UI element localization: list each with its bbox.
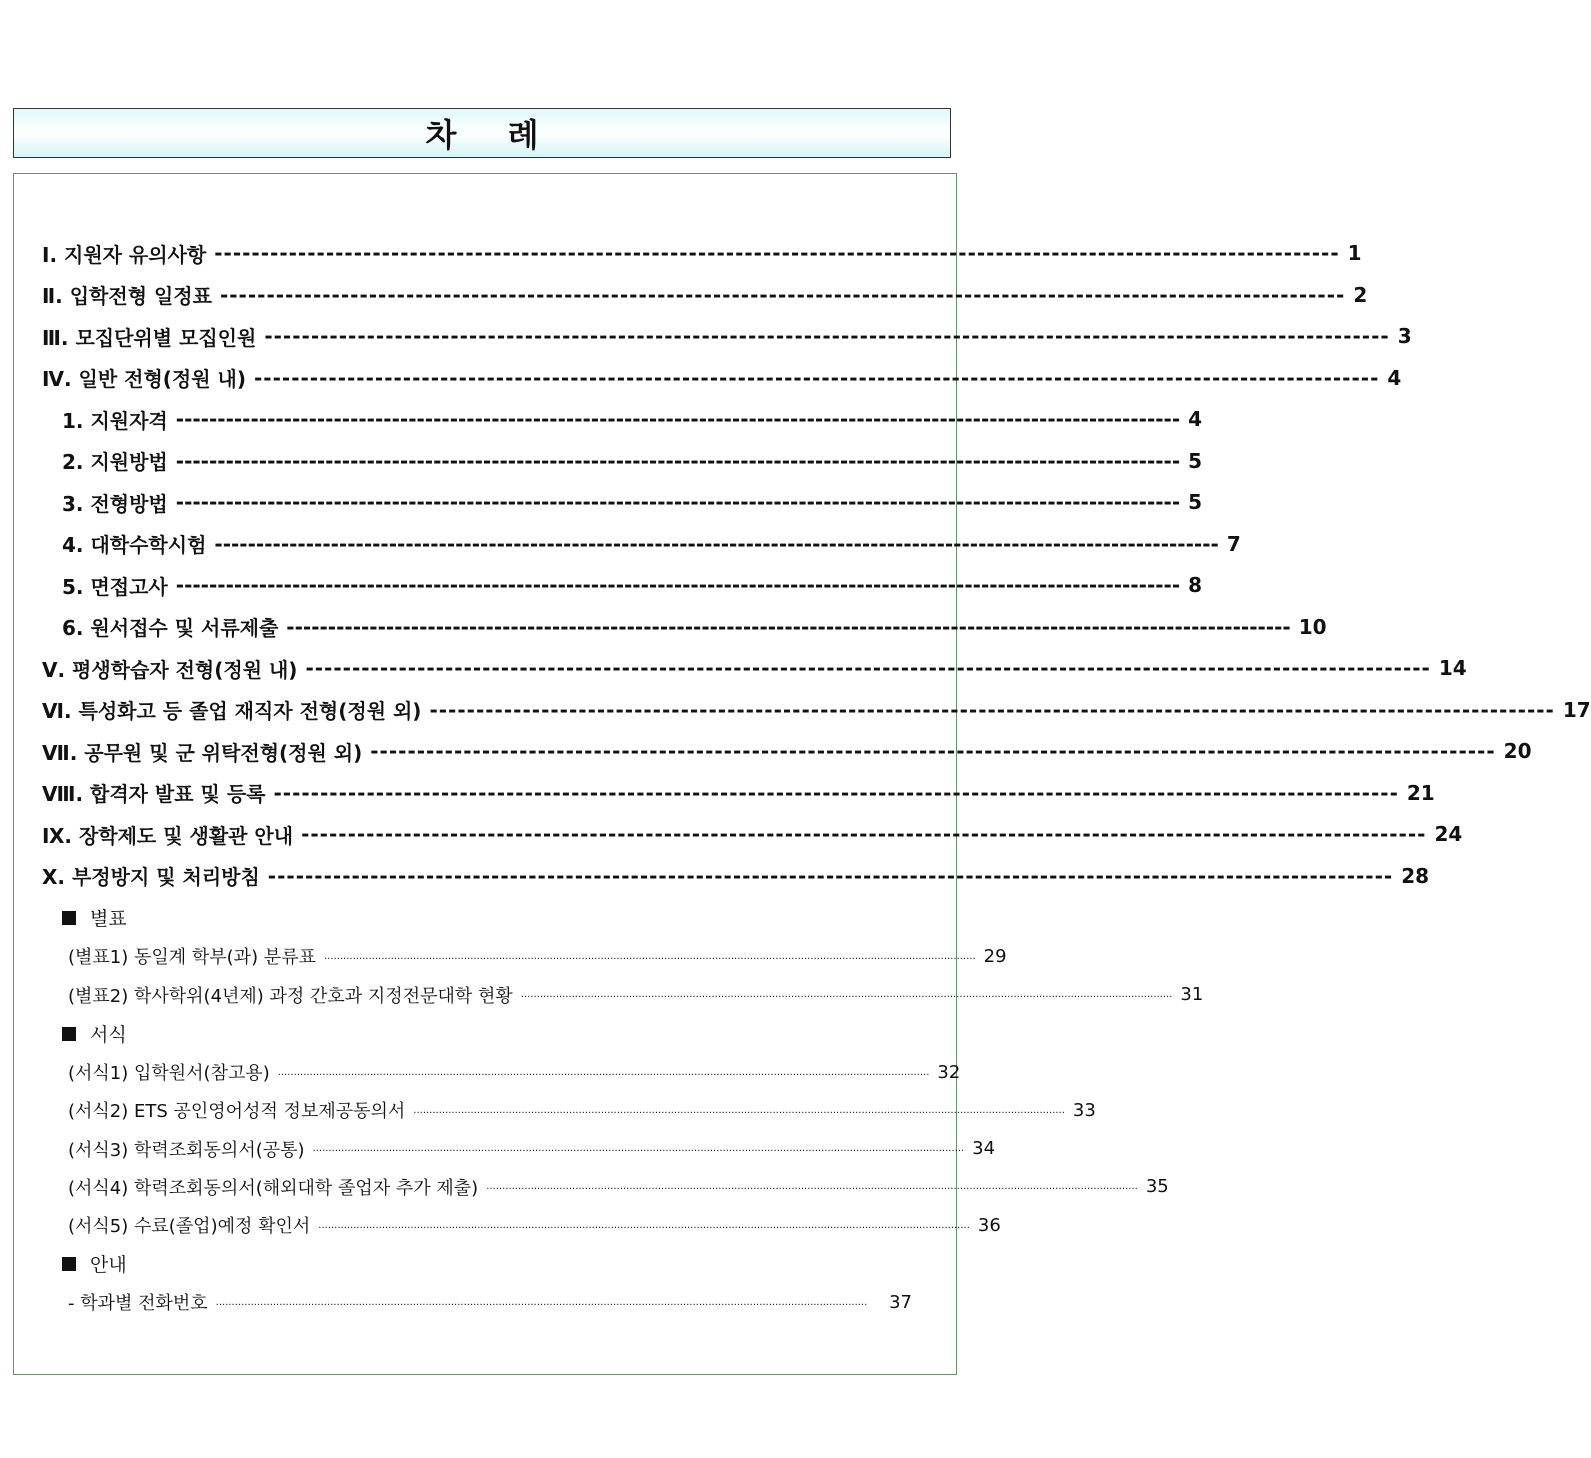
toc-page-number: 34 bbox=[972, 1138, 996, 1160]
toc-page-number: 24 bbox=[1434, 822, 1463, 846]
toc-leader: ------------------------------------------------------------------------------------------------------------------------- bbox=[273, 780, 1399, 805]
toc-entry-label: Ⅲ. 모집단위별 모집인원 bbox=[42, 325, 257, 350]
toc-leader: ------------------------------------------------------------------------------------------------------------------------- bbox=[253, 365, 1380, 390]
toc-entry-label: 4. 대학수학시험 bbox=[62, 533, 207, 557]
toc-leader: ............................................................................................................................................................................................................. bbox=[312, 1143, 965, 1155]
toc-leader: ............................................................................................................................................................................................................. bbox=[520, 989, 1173, 1000]
toc-sub-entry[interactable] bbox=[62, 570, 1203, 600]
toc-leader: ------------------------------------------------------------------------------------------------------------------------- bbox=[429, 697, 1555, 722]
toc-table-entry[interactable] bbox=[68, 981, 1204, 1009]
toc-entry-label: 6. 원서접수 및 서류제출 bbox=[62, 616, 279, 640]
toc-main-entry[interactable] bbox=[42, 736, 1532, 766]
toc-main-entry[interactable] bbox=[42, 653, 1467, 683]
toc-page-number: 37 bbox=[889, 1291, 912, 1313]
toc-sub-entry[interactable] bbox=[62, 529, 1241, 559]
toc-entry-label: (서식1) 입학원서(참고용) bbox=[68, 1063, 270, 1084]
toc-leader: ............................................................................................................................................................................................................. bbox=[215, 1296, 868, 1308]
toc-main-entry[interactable] bbox=[42, 363, 1402, 393]
toc-main-entry[interactable] bbox=[42, 321, 1412, 351]
toc-sub-entry[interactable] bbox=[62, 612, 1327, 642]
toc-leader: ------------------------------------------------------------------------------------------------------------------------- bbox=[286, 614, 1291, 639]
section-heading-label: 안내 bbox=[90, 1254, 127, 1276]
toc-page-number: 5 bbox=[1188, 490, 1203, 514]
toc-leader: ............................................................................................................................................................................................................. bbox=[323, 950, 976, 962]
toc-sub-entry[interactable] bbox=[62, 487, 1203, 517]
toc-leader: ............................................................................................................................................................................................................. bbox=[413, 1104, 1065, 1116]
toc-main-entry[interactable] bbox=[42, 861, 1430, 891]
toc-entry-label: - 학과별 전화번호 bbox=[68, 1293, 208, 1314]
toc-entry-label: Ⅸ. 장학제도 및 생활관 안내 bbox=[42, 823, 294, 848]
toc-entry-label: Ⅷ. 합격자 발표 및 등록 bbox=[42, 782, 266, 806]
toc-entry-label: 2. 지원방법 bbox=[62, 450, 168, 474]
toc-page-number: 2 bbox=[1353, 282, 1368, 307]
toc-leader: ............................................................................................................................................................................................................. bbox=[486, 1181, 1138, 1193]
toc-leader: ------------------------------------------------------------------------------------------------------------------------- bbox=[214, 531, 1219, 556]
toc-title-bar bbox=[13, 108, 951, 158]
toc-page-number: 5 bbox=[1188, 448, 1203, 473]
toc-entry-label: Ⅵ. 특성화고 등 졸업 재직자 전형(정원 외) bbox=[42, 699, 422, 723]
toc-leader: ------------------------------------------------------------------------------------------------------------------------- bbox=[219, 282, 1346, 307]
toc-leader: ------------------------------------------------------------------------------------------------------------------------- bbox=[175, 573, 1181, 597]
toc-sub-entry[interactable] bbox=[62, 404, 1203, 434]
toc-page-number: 31 bbox=[1180, 984, 1204, 1005]
toc-table-entry[interactable] bbox=[68, 942, 1007, 970]
toc-entry-label: (서식4) 학력조회동의서(해외대학 졸업자 추가 제출) bbox=[68, 1177, 479, 1199]
toc-entry-label: 1. 지원자격 bbox=[62, 408, 168, 433]
toc-main-entry[interactable] bbox=[42, 280, 1368, 310]
toc-page-number: 28 bbox=[1401, 863, 1430, 888]
toc-page-number: 4 bbox=[1188, 407, 1203, 431]
toc-page-number: 4 bbox=[1387, 365, 1402, 390]
toc-leader: ............................................................................................................................................................................................................. bbox=[318, 1219, 970, 1231]
section-heading-label: 서식 bbox=[90, 1024, 127, 1046]
toc-page-number: 20 bbox=[1503, 739, 1532, 763]
toc-entry-label: (서식3) 학력조회동의서(공통) bbox=[68, 1139, 305, 1161]
toc-page-number: 35 bbox=[1145, 1176, 1169, 1198]
toc-leader: ------------------------------------------------------------------------------------------------------------------------- bbox=[214, 241, 1340, 265]
toc-page-number: 36 bbox=[977, 1214, 1001, 1236]
toc-entry-label: (서식5) 수료(졸업)예정 확인서 bbox=[68, 1216, 311, 1238]
toc-page-number: 1 bbox=[1347, 241, 1362, 265]
section-guide-heading bbox=[62, 1250, 127, 1277]
toc-entry-label: Ⅴ. 평생학습자 전형(정원 내) bbox=[42, 657, 298, 682]
section-tables-heading bbox=[62, 904, 127, 931]
toc-page-number: 8 bbox=[1188, 573, 1203, 597]
toc-sub-entry[interactable] bbox=[62, 446, 1203, 476]
section-forms-heading bbox=[62, 1020, 127, 1047]
toc-entry-label: (별표2) 학사학위(4년제) 과정 간호과 지정전문대학 현황 bbox=[68, 985, 513, 1007]
toc-leader: ------------------------------------------------------------------------------------------------------------------------- bbox=[175, 490, 1181, 514]
square-bullet-icon bbox=[62, 1257, 76, 1271]
square-bullet-icon bbox=[62, 911, 76, 925]
toc-leader: ------------------------------------------------------------------------------------------------------------------------- bbox=[267, 863, 1394, 888]
toc-page-number: 3 bbox=[1397, 324, 1412, 348]
toc-leader: ------------------------------------------------------------------------------------------------------------------------- bbox=[175, 407, 1181, 431]
toc-page-number: 33 bbox=[1072, 1099, 1096, 1121]
toc-entry-label: Ⅳ. 일반 전형(정원 내) bbox=[42, 367, 246, 391]
toc-entry-label: Ⅶ. 공무원 및 군 위탁전형(정원 외) bbox=[42, 740, 363, 765]
toc-entry-label: Ⅹ. 부정방지 및 처리방침 bbox=[42, 865, 260, 889]
toc-leader: ------------------------------------------------------------------------------------------------------------------------- bbox=[264, 324, 1390, 348]
toc-leader: ------------------------------------------------------------------------------------------------------------------------- bbox=[370, 739, 1496, 763]
toc-page-number: 21 bbox=[1406, 780, 1435, 805]
toc-page-number: 7 bbox=[1226, 531, 1241, 556]
toc-form-entry[interactable] bbox=[68, 1135, 996, 1163]
toc-main-entry[interactable] bbox=[42, 819, 1463, 849]
toc-main-entry[interactable] bbox=[42, 778, 1435, 808]
toc-page-number: 17 bbox=[1562, 697, 1591, 722]
toc-page-number: 10 bbox=[1298, 614, 1327, 639]
toc-form-entry[interactable] bbox=[68, 1211, 1001, 1239]
toc-leader: ------------------------------------------------------------------------------------------------------------------------- bbox=[301, 822, 1427, 846]
toc-form-entry[interactable] bbox=[68, 1096, 1096, 1124]
toc-leader: ------------------------------------------------------------------------------------------------------------------------- bbox=[175, 448, 1181, 473]
toc-entry-label: 5. 면접고사 bbox=[62, 574, 168, 599]
toc-title: 차 례 bbox=[425, 116, 559, 154]
toc-leader: ------------------------------------------------------------------------------------------------------------------------- bbox=[305, 656, 1431, 680]
toc-guide-entry[interactable] bbox=[68, 1288, 912, 1316]
toc-entry-label: Ⅰ. 지원자 유의사항 bbox=[42, 242, 207, 267]
toc-main-entry[interactable] bbox=[42, 238, 1362, 268]
toc-entry-label: (별표1) 동일계 학부(과) 분류표 bbox=[68, 947, 316, 968]
toc-entry-label: Ⅱ. 입학전형 일정표 bbox=[42, 284, 212, 308]
toc-entry-label: (서식2) ETS 공인영어성적 정보제공동의서 bbox=[68, 1101, 406, 1123]
toc-page-number: 29 bbox=[983, 945, 1007, 967]
toc-main-entry[interactable] bbox=[42, 695, 1591, 725]
toc-form-entry[interactable] bbox=[68, 1173, 1169, 1201]
toc-page-number: 32 bbox=[937, 1061, 961, 1083]
toc-page-number: 14 bbox=[1438, 656, 1467, 680]
toc-form-entry[interactable] bbox=[68, 1058, 961, 1086]
toc-leader: ............................................................................................................................................................................................................. bbox=[277, 1066, 930, 1078]
square-bullet-icon bbox=[62, 1027, 76, 1041]
toc-entry-label: 3. 전형방법 bbox=[62, 491, 168, 516]
section-heading-label: 별표 bbox=[90, 908, 127, 930]
